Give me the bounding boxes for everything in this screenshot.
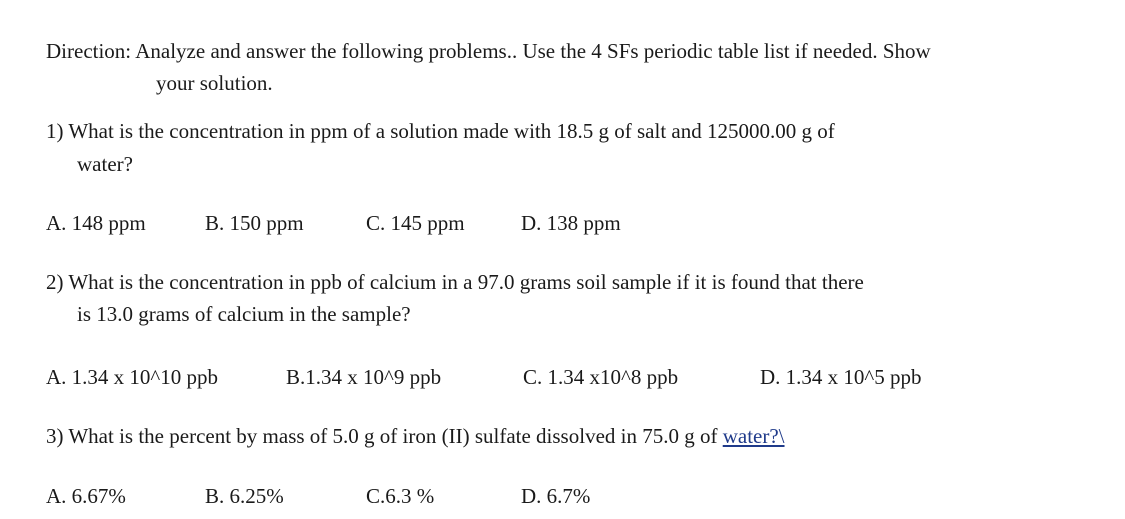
question-1-line-2: water? (77, 152, 133, 176)
question-3-link[interactable]: water?\ (722, 424, 785, 448)
question-2-line-1: 2) What is the concentration in ppb of calcium in a 97.0 grams soil sample if it is found that there (46, 270, 864, 294)
question-2-choice-a: A. 1.34 x 10^10 ppb (46, 365, 219, 389)
question-1-choice-c: C. 145 ppm (366, 211, 465, 235)
question-2-choice-c: C. 1.34 x10^8 ppb (523, 365, 679, 389)
question-3-choice-d: D. 6.7% (521, 484, 591, 508)
question-2-choice-d: D. 1.34 x 10^5 ppb (760, 365, 922, 389)
question-3-line-1 (46, 423, 785, 449)
question-1-choice-b: B. 150 ppm (205, 211, 304, 235)
direction-line-1: Direction: Analyze and answer the following problems.. Use the 4 SFs periodic table list if needed. Show (46, 39, 931, 63)
direction-line-2: your solution. (156, 71, 273, 95)
question-2-line-2: is 13.0 grams of calcium in the sample? (77, 302, 411, 326)
question-3-choice-b: B. 6.25% (205, 484, 284, 508)
question-2-choice-b: B.1.34 x 10^9 ppb (286, 365, 442, 389)
question-3-choice-c: C.6.3 % (366, 484, 435, 508)
question-1-choice-a: A. 148 ppm (46, 211, 146, 235)
question-3-text: 3) What is the percent by mass of 5.0 g of iron (II) sulfate dissolved in 75.0 g of (46, 424, 723, 448)
question-1-line-1: 1) What is the concentration in ppm of a solution made with 18.5 g of salt and 125000.00 g of (46, 119, 835, 143)
question-1-choice-d: D. 138 ppm (521, 211, 621, 235)
question-3-choice-a: A. 6.67% (46, 484, 126, 508)
